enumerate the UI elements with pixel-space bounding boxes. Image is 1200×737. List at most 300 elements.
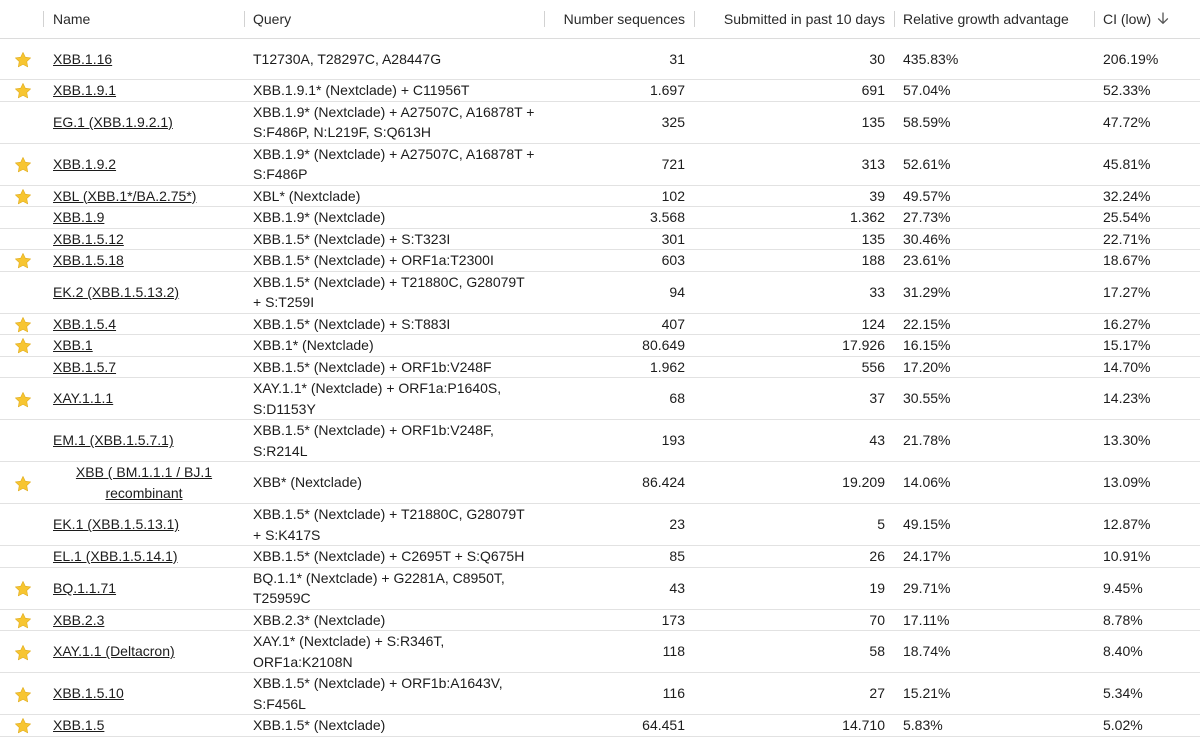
rga-cell [894,313,1094,335]
ci-low-value: 13.09% [1103,474,1151,491]
ci-low-value: 13.30% [1103,432,1151,449]
variant-link[interactable]: XBB ( BM.1.1.1 / BJ.1 recombinant [75,464,213,501]
ci-low-cell [1094,207,1200,229]
number-sequences-value: 116 [662,685,685,702]
number-sequences-cell [544,462,694,504]
submitted-value: 19.209 [842,474,885,491]
table-row[interactable] [0,673,1200,715]
submitted-cell [694,378,894,420]
number-sequences-value: 407 [661,315,685,332]
submitted-value: 556 [861,358,885,375]
table-row[interactable] [0,80,1200,102]
submitted-cell [694,673,894,715]
name-cell [44,271,244,313]
ci-low-value: 47.72% [1103,113,1151,130]
number-sequences-cell [544,39,694,80]
query-text: XBB.1.5* (Nextclade) [253,717,386,733]
rga-value: 57.04% [903,82,951,98]
ci-low-value: 16.27% [1103,315,1151,332]
submitted-cell [694,567,894,609]
submitted-value: 14.710 [842,717,885,733]
rga-value: 23.61% [903,252,951,268]
query-cell [244,335,544,357]
submitted-value: 5 [877,516,885,533]
query-cell [244,504,544,546]
ci-low-cell [1094,80,1200,102]
variant-link[interactable]: EK.1 (XBB.1.5.13.1) [53,516,180,533]
star-cell [0,271,44,313]
submitted-cell [694,101,894,143]
star-cell [0,313,44,335]
table-row[interactable] [0,335,1200,357]
name-cell [44,250,244,272]
ci-low-cell [1094,356,1200,378]
query-cell [244,715,544,737]
table-row[interactable] [0,143,1200,185]
submitted-cell [694,420,894,462]
star-icon[interactable] [14,156,32,174]
query-cell [244,673,544,715]
table-row[interactable] [0,609,1200,631]
rga-value: 22.15% [903,315,951,332]
variant-link[interactable]: EL.1 (XBB.1.5.14.1) [53,548,178,564]
header-submitted-past-10-days[interactable] [694,0,894,39]
variant-link[interactable]: XBB.1.9.2 [53,155,117,172]
name-cell [44,207,244,229]
variant-link[interactable]: BQ.1.1.71 [53,579,117,596]
submitted-value: 37 [869,390,885,407]
rga-cell [894,378,1094,420]
rga-cell [894,631,1094,673]
table-row[interactable] [0,567,1200,609]
ci-low-cell [1094,335,1200,357]
ci-low-value: 14.23% [1103,390,1151,407]
rga-value: 27.73% [903,209,951,225]
name-cell [44,504,244,546]
star-cell [0,101,44,143]
table-row[interactable] [0,378,1200,420]
query-text: XBB.1.5* (Nextclade) + C2695T + S:Q675H [253,548,525,564]
name-cell [44,546,244,568]
table-row[interactable] [0,313,1200,335]
rga-cell [894,271,1094,313]
rga-cell [894,567,1094,609]
submitted-value: 30 [869,50,885,67]
submitted-cell [694,631,894,673]
header-query-label: Query [253,11,292,27]
variant-link[interactable]: XBB.1.5.18 [53,252,124,268]
query-cell [244,39,544,80]
submitted-cell [694,271,894,313]
ci-low-value: 32.24% [1103,187,1151,204]
submitted-cell [694,228,894,250]
submitted-cell [694,80,894,102]
query-cell [244,546,544,568]
number-sequences-value: 1.962 [649,358,685,375]
number-sequences-value: 23 [669,516,685,533]
star-cell [0,715,44,737]
star-icon[interactable] [14,717,32,735]
variant-link[interactable]: EG.1 (XBB.1.9.2.1) [53,113,173,130]
number-sequences-value: 31 [669,50,685,67]
submitted-cell [694,504,894,546]
header-relative-growth-advantage[interactable] [894,0,1094,39]
star-icon[interactable] [14,580,32,598]
ci-low-value: 9.45% [1103,579,1143,596]
name-cell [44,335,244,357]
number-sequences-value: 85 [669,548,685,564]
rga-cell [894,80,1094,102]
rga-cell [894,39,1094,80]
query-cell [244,185,544,207]
name-cell [44,631,244,673]
number-sequences-value: 603 [661,252,685,268]
query-text: XBB.1.9* (Nextclade) + A27507C, A16878T + S:F486P [253,145,535,182]
name-cell [44,143,244,185]
submitted-cell [694,143,894,185]
ci-low-cell [1094,143,1200,185]
star-cell [0,39,44,80]
rga-value: 21.78% [903,432,951,449]
star-icon[interactable] [14,644,32,662]
star-cell [0,207,44,229]
ci-low-cell [1094,378,1200,420]
rga-cell [894,715,1094,737]
arrow-down-icon[interactable] [1157,12,1169,25]
star-icon[interactable] [14,82,32,100]
table-row[interactable] [0,715,1200,737]
submitted-value: 188 [861,252,885,268]
submitted-value: 70 [869,611,885,628]
variant-link[interactable]: XBB.2.3 [53,611,105,628]
star-cell [0,185,44,207]
query-text: XBB.1* (Nextclade) [253,337,374,353]
rga-value: 15.21% [903,685,951,702]
name-cell [44,356,244,378]
star-cell [0,673,44,715]
number-sequences-value: 1.697 [649,82,685,98]
query-text: XBB.1.5* (Nextclade) + ORF1b:V248F, S:R214L [253,422,494,459]
rga-value: 52.61% [903,155,951,172]
ci-low-cell [1094,546,1200,568]
name-cell [44,462,244,504]
ci-low-value: 5.02% [1103,717,1143,733]
rga-value: 49.57% [903,187,951,204]
submitted-cell [694,356,894,378]
star-cell [0,335,44,357]
rga-cell [894,207,1094,229]
query-text: XAY.1.1* (Nextclade) + ORF1a:P1640S, S:D1153Y [253,380,502,417]
rga-cell [894,185,1094,207]
number-sequences-cell [544,250,694,272]
query-text: XBB.1.5* (Nextclade) + ORF1b:V248F [253,358,492,375]
star-cell [0,546,44,568]
number-sequences-cell [544,185,694,207]
name-cell [44,609,244,631]
query-text: XBB.1.5* (Nextclade) + ORF1a:T2300I [253,252,494,268]
star-icon[interactable] [14,252,32,270]
rga-value: 58.59% [903,113,951,130]
ci-low-cell [1094,250,1200,272]
number-sequences-cell [544,228,694,250]
number-sequences-value: 94 [669,283,685,300]
header-ci-low[interactable] [1094,0,1200,39]
variant-link[interactable]: XAY.1.1.1 [53,390,114,407]
header-name-label: Name [53,11,91,27]
name-cell [44,39,244,80]
variant-link[interactable]: XBB.1.5.4 [53,315,117,332]
rga-cell [894,673,1094,715]
star-cell [0,378,44,420]
query-text: XBB.1.5* (Nextclade) + T21880C, G28079T + S:K417S [253,506,525,543]
star-cell [0,420,44,462]
variant-link[interactable]: XAY.1.1 (Deltacron) [53,643,175,660]
table-row[interactable] [0,631,1200,673]
number-sequences-cell [544,143,694,185]
submitted-value: 26 [869,548,885,564]
query-text: XBB.2.3* (Nextclade) [253,611,386,628]
number-sequences-value: 80.649 [642,337,685,353]
star-icon[interactable] [14,51,32,69]
number-sequences-cell [544,631,694,673]
query-text: XBB.1.5* (Nextclade) + ORF1b:A1643V, S:F456L [253,675,503,712]
ci-low-value: 8.78% [1103,611,1143,628]
query-text: XBB.1.5* (Nextclade) + T21880C, G28079T + S:T259I [253,273,525,310]
name-cell [44,567,244,609]
submitted-cell [694,250,894,272]
ci-low-cell [1094,313,1200,335]
submitted-cell [694,39,894,80]
rga-cell [894,250,1094,272]
table-header-row [0,0,1200,39]
rga-value: 29.71% [903,579,951,596]
ci-low-value: 5.34% [1103,685,1143,702]
rga-value: 30.46% [903,230,951,247]
ci-low-value: 206.19% [1103,50,1159,67]
number-sequences-value: 721 [661,155,685,172]
number-sequences-value: 43 [669,579,685,596]
submitted-cell [694,609,894,631]
star-cell [0,462,44,504]
number-sequences-cell [544,335,694,357]
number-sequences-cell [544,378,694,420]
name-cell [44,715,244,737]
number-sequences-cell [544,715,694,737]
rga-cell [894,143,1094,185]
rga-cell [894,609,1094,631]
rga-value: 17.11% [903,611,950,628]
star-cell [0,80,44,102]
number-sequences-cell [544,567,694,609]
table-row[interactable] [0,228,1200,250]
rga-value: 30.55% [903,390,951,407]
rga-cell [894,462,1094,504]
header-name[interactable] [44,0,244,39]
number-sequences-value: 64.451 [642,717,685,733]
query-cell [244,313,544,335]
number-sequences-value: 301 [661,230,685,247]
table-row[interactable] [0,356,1200,378]
table-row[interactable] [0,39,1200,80]
table-row[interactable] [0,250,1200,272]
star-icon[interactable] [14,391,32,409]
rga-cell [894,420,1094,462]
table-row[interactable] [0,546,1200,568]
submitted-value: 313 [861,155,885,172]
table-body [0,39,1200,737]
query-text: XBB.1.9* (Nextclade) + A27507C, A16878T + S:F486P, N:L219F, S:Q613H [253,103,535,140]
variant-link[interactable]: EK.2 (XBB.1.5.13.2) [53,283,180,300]
table-row[interactable] [0,207,1200,229]
variant-link[interactable]: XBL (XBB.1*/BA.2.75*) [53,187,197,204]
query-cell [244,80,544,102]
number-sequences-cell [544,420,694,462]
name-cell [44,378,244,420]
query-cell [244,228,544,250]
star-icon[interactable] [14,316,32,334]
ci-low-value: 22.71% [1103,230,1151,247]
query-cell [244,207,544,229]
query-text: XBB.1.9.1* (Nextclade) + C11956T [253,82,470,98]
rga-cell [894,546,1094,568]
number-sequences-cell [544,356,694,378]
header-number-sequences[interactable] [544,0,694,39]
table-row[interactable] [0,101,1200,143]
ci-low-value: 14.70% [1103,358,1151,375]
variant-link[interactable]: XBB.1.5.10 [53,685,124,702]
ci-low-cell [1094,567,1200,609]
star-icon[interactable] [14,188,32,206]
header-submitted-label: Submitted in past 10 days [723,11,885,27]
submitted-cell [694,207,894,229]
submitted-value: 135 [861,113,885,130]
header-star-column [0,0,44,39]
ci-low-value: 18.67% [1103,252,1151,268]
header-number-sequences-label: Number sequences [563,11,685,27]
rga-value: 16.15% [903,337,951,353]
submitted-value: 17.926 [842,337,885,353]
submitted-value: 135 [861,230,885,247]
query-cell [244,250,544,272]
number-sequences-cell [544,80,694,102]
number-sequences-cell [544,101,694,143]
ci-low-value: 25.54% [1103,209,1151,225]
table-row[interactable] [0,185,1200,207]
submitted-value: 691 [861,82,885,98]
table-row[interactable] [0,462,1200,504]
star-cell [0,609,44,631]
number-sequences-cell [544,313,694,335]
submitted-value: 27 [869,685,885,702]
query-text: XBL* (Nextclade) [253,187,361,204]
variant-link[interactable]: XBB.1 [53,337,93,353]
number-sequences-value: 173 [661,611,685,628]
query-text: XBB* (Nextclade) [253,474,362,491]
number-sequences-cell [544,609,694,631]
rga-cell [894,356,1094,378]
ci-low-cell [1094,631,1200,673]
name-cell [44,420,244,462]
header-query[interactable] [244,0,544,39]
header-ci-low-label: CI (low) [1103,11,1152,27]
star-icon[interactable] [14,612,32,630]
variant-link[interactable]: XBB.1.5.7 [53,358,117,375]
variant-link[interactable]: XBB.1.9 [53,209,105,225]
ci-low-value: 8.40% [1103,643,1143,660]
submitted-value: 124 [861,315,885,332]
star-cell [0,504,44,546]
rga-value: 49.15% [903,516,951,533]
star-cell [0,631,44,673]
number-sequences-value: 86.424 [642,474,685,491]
variant-link[interactable]: XBB.1.5 [53,717,105,733]
query-cell [244,567,544,609]
rga-value: 24.17% [903,548,951,564]
submitted-cell [694,185,894,207]
query-text: XBB.1.5* (Nextclade) + S:T323I [253,230,451,247]
query-cell [244,378,544,420]
number-sequences-value: 68 [669,390,685,407]
table-row[interactable] [0,504,1200,546]
submitted-value: 19 [869,579,885,596]
variant-link[interactable]: EM.1 (XBB.1.5.7.1) [53,432,174,449]
star-icon[interactable] [14,337,32,355]
star-cell [0,356,44,378]
star-cell [0,250,44,272]
name-cell [44,228,244,250]
submitted-cell [694,462,894,504]
variant-link[interactable]: XBB.1.9.1 [53,82,117,98]
star-cell [0,143,44,185]
star-cell [0,228,44,250]
rga-value: 14.06% [903,474,951,491]
query-cell [244,101,544,143]
ci-low-cell [1094,228,1200,250]
query-cell [244,420,544,462]
rga-cell [894,504,1094,546]
ci-low-cell [1094,609,1200,631]
rga-value: 435.83% [903,50,959,67]
ci-low-value: 10.91% [1103,548,1151,564]
star-icon[interactable] [14,475,32,493]
submitted-value: 43 [869,432,885,449]
query-text: XBB.1.9* (Nextclade) [253,209,386,225]
submitted-value: 33 [869,283,885,300]
table-row[interactable] [0,271,1200,313]
number-sequences-cell [544,546,694,568]
variant-link[interactable]: XBB.1.5.12 [53,230,124,247]
ci-low-cell [1094,39,1200,80]
ci-low-value: 45.81% [1103,155,1151,172]
table-row[interactable] [0,420,1200,462]
variant-link[interactable]: XBB.1.16 [53,50,113,67]
name-cell [44,313,244,335]
query-text: XBB.1.5* (Nextclade) + S:T883I [253,315,451,332]
query-text: BQ.1.1* (Nextclade) + G2281A, C8950T, T25959C [253,569,505,606]
query-text: XAY.1* (Nextclade) + S:R346T, ORF1a:K2108N [253,633,445,670]
submitted-cell [694,335,894,357]
ci-low-value: 52.33% [1103,82,1151,98]
number-sequences-value: 102 [661,187,685,204]
submitted-cell [694,313,894,335]
query-cell [244,143,544,185]
star-icon[interactable] [14,686,32,704]
query-cell [244,356,544,378]
submitted-value: 39 [869,187,885,204]
ci-low-cell [1094,504,1200,546]
number-sequences-value: 118 [662,643,685,660]
ci-low-value: 15.17% [1103,337,1151,353]
